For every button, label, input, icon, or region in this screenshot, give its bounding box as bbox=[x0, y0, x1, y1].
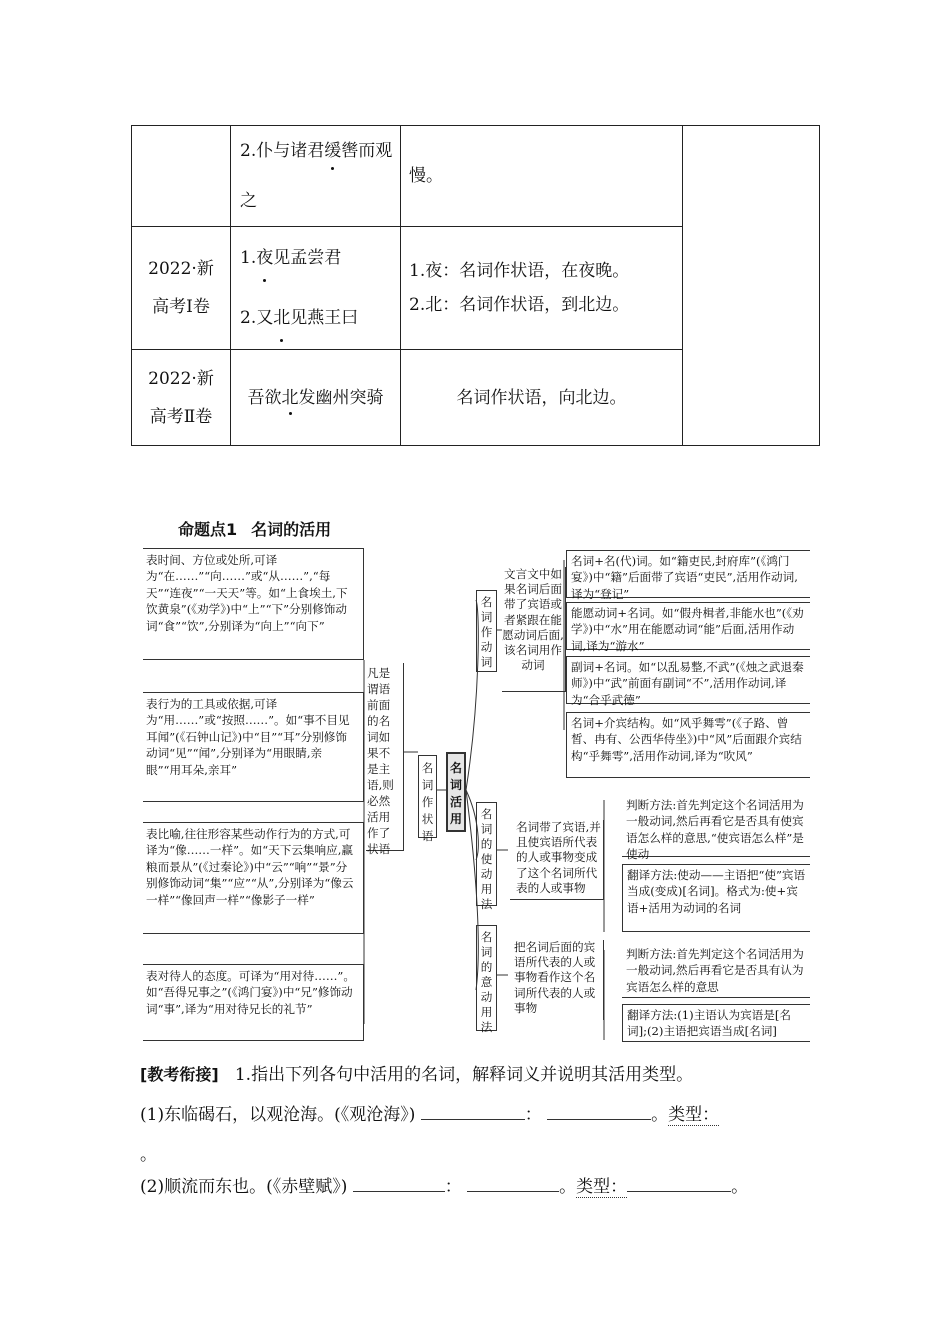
left-condition: 凡是谓语前面的名词如果不是主语,则必然活用作了状语 bbox=[366, 663, 404, 851]
question-1: (1)东临碣石，以观沧海。(《观沧海》) ： 。类型： bbox=[140, 1105, 720, 1125]
right-condition: 名词带了宾语,并且使宾语所代表的人或事物变成了这个名词所代表的人或事物 bbox=[510, 820, 604, 900]
question-2: (2)顺流而东也。(《赤壁赋》) ： 。类型： 。 bbox=[140, 1177, 749, 1197]
right-item-box: 翻译方法:使动——主语把“使”宾语当成(变成)[名词]。格式为:使+宾语+活用为动词的名词 bbox=[622, 864, 810, 932]
answer-blank-meaning[interactable] bbox=[547, 1103, 651, 1120]
branch-label-verb: 名词作动词 bbox=[476, 590, 497, 672]
left-item-box: 表比喻,往往形容某些动作行为的方式,可译为“像……一样”。如“天下云集响应,赢粮而景从”(《过秦论》)中“云”“响”“景”分别修饰动词“集”“应”“从”,分别译为“像云一样”“像回声一样”“像影子一样” bbox=[143, 822, 364, 934]
source-cell: 2022·新 高考Ⅱ卷 bbox=[132, 350, 231, 446]
branch-label-adverbial: 名词作状语 bbox=[418, 755, 437, 838]
right-item-box: 判断方法:首先判定这个名词活用为一般动词,然后再看它是否具有认为宾语怎么样的意思 bbox=[622, 944, 810, 998]
sentence-cell: 1.夜见孟尝君 2.又北见燕王曰 bbox=[231, 227, 401, 350]
branch-label-causative: 名词的使动用法 bbox=[476, 802, 497, 906]
right-item-box: 判断方法:首先判定这个名词活用为一般动词,然后再看它是否具有使宾语怎么样的意思,“使宾语怎么样”是使动 bbox=[622, 795, 810, 857]
sentence-cell: 2.仆与诸君缓辔而观之 bbox=[231, 126, 401, 227]
answer-blank-type[interactable] bbox=[627, 1175, 731, 1192]
right-item-box: 能愿动词+名词。如“假舟楫者,非能水也”(《劝学》)中“水”用在能愿动词“能”后面,活用作动词,译为“游水” bbox=[566, 602, 810, 650]
right-item-box: 名词+介宾结构。如“风乎舞雩”(《子路、曾皙、冉有、公西华侍坐》)中“风”后面跟介宾结构“乎舞雩”,活用作动词,译为“吹风” bbox=[566, 712, 810, 778]
explanation-cell: 名词作状语，向北边。 bbox=[401, 350, 683, 446]
mindmap-center: 名词活用 bbox=[446, 752, 466, 832]
question-1-end: 。 bbox=[140, 1145, 157, 1165]
right-condition: 文言文中如果名词后面带了宾语或者紧跟在能愿动词后面,该名词用作动词 bbox=[502, 567, 566, 692]
right-item-box: 翻译方法:(1)主语认为宾语是[名词];(2)主语把宾语当成[名词] bbox=[622, 1004, 810, 1042]
right-condition: 把名词后面的宾语所代表的人或事物看作这个名词所代表的人或事物 bbox=[510, 940, 604, 1020]
branch-label-putative: 名词的意动用法 bbox=[476, 925, 497, 1031]
right-item-box: 名词+名(代)词。如“籍吏民,封府库”(《鸿门宴》)中“籍”后面带了宾语“吏民”,活用作动词,译为“登记” bbox=[566, 550, 810, 598]
mindmap-title: 命题点1 名词的活用 bbox=[178, 520, 332, 539]
answer-blank-meaning[interactable] bbox=[467, 1175, 559, 1192]
right-item-box: 副词+名词。如“以乱易整,不武”(《烛之武退秦师》)中“武”前面有副词“不”,活用作动词,译为“合乎武德” bbox=[566, 656, 810, 704]
left-item-box: 表对待人的态度。可译为“用对待……”。如“吾得兄事之”(《鸿门宴》)中“兄”修饰动词“事”,译为“用对待兄长的礼节” bbox=[143, 964, 364, 1041]
answer-blank-word[interactable] bbox=[421, 1103, 525, 1120]
sentence-cell: 吾欲北发幽州突骑 bbox=[231, 350, 401, 446]
explanation-cell: 慢。 bbox=[401, 126, 683, 227]
exercise-intro: [教考衔接] 1.指出下列各句中活用的名词，解释词义并说明其活用类型。 bbox=[140, 1065, 694, 1085]
source-cell: 2022·新 高考Ⅰ卷 bbox=[132, 227, 231, 350]
answer-blank-word[interactable] bbox=[353, 1175, 445, 1192]
explanation-cell: 1.夜：名词作状语，在夜晚。 2.北：名词作状语，到北边。 bbox=[401, 227, 683, 350]
left-item-box: 表时间、方位或处所,可译为“在……”“向……”或“从……”,“每天”“连夜”“一天天”等。如“上食埃土,下饮黄泉”(《劝学》)中“上”“下”分别修饰动词“食”“饮”,分别译为“向上”“向下” bbox=[143, 548, 364, 660]
left-item-box: 表行为的工具或依据,可译为“用……”或“按照……”。如“事不目见耳闻”(《石钟山记》)中“目”“耳”分别修饰动词“见”“闻”,分别译为“用眼睛,亲眼”“用耳朵,亲耳” bbox=[143, 692, 364, 802]
